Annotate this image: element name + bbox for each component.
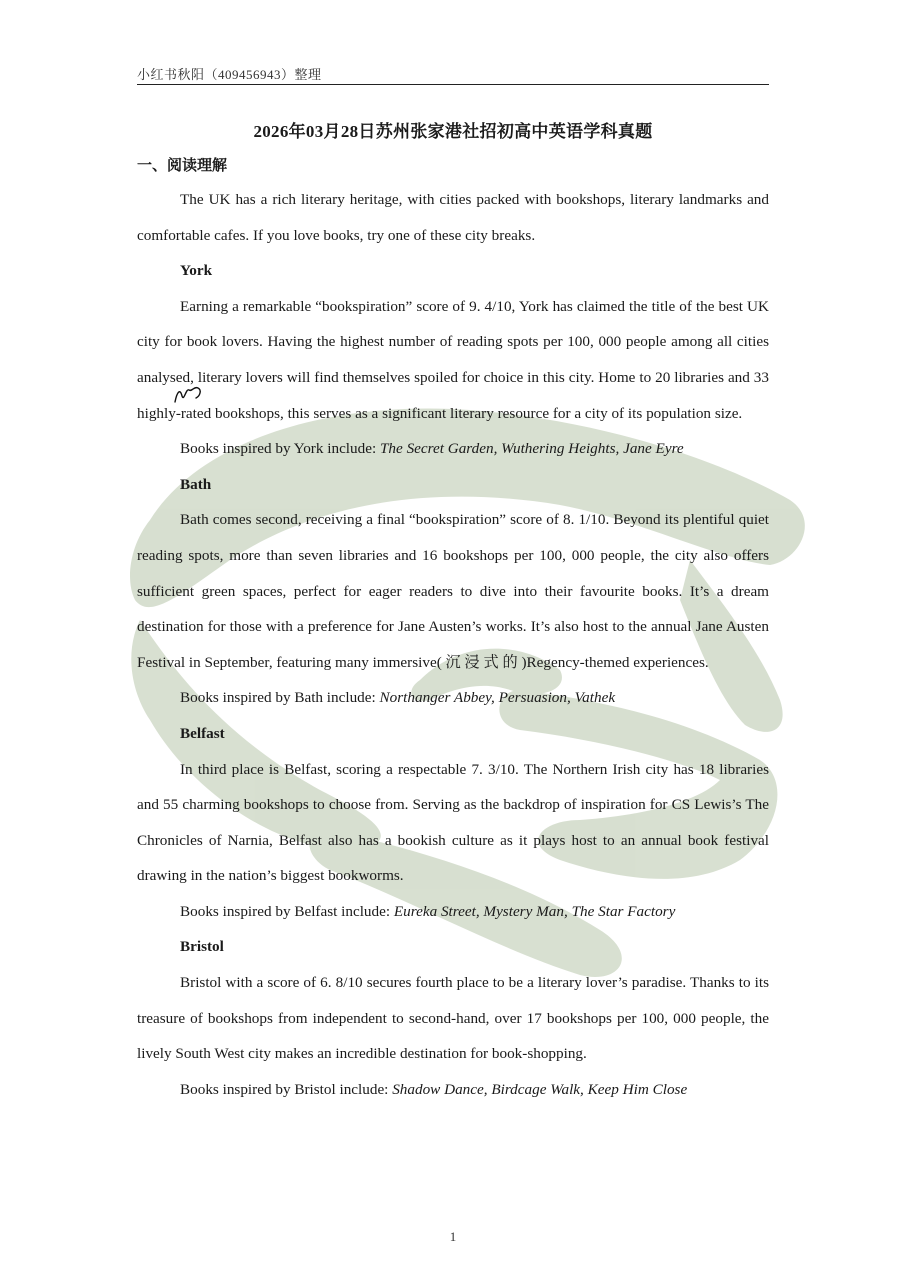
- bath-books-titles: Northanger Abbey, Persuasion, Vathek: [379, 689, 616, 707]
- york-books-line: [137, 431, 769, 467]
- belfast-books-titles: Eureka Street, Mystery Man, The Star Factory: [393, 902, 676, 920]
- city-heading-belfast: Belfast: [180, 724, 225, 742]
- pen-scribble-icon: [172, 382, 206, 408]
- header-note: 小红书秋阳（409456943）整理: [137, 67, 322, 82]
- bath-books-prefix: Books inspired by Bath include:: [180, 689, 380, 707]
- belfast-books-prefix: Books inspired by Belfast include:: [180, 902, 394, 920]
- intro-paragraph: The UK has a rich literary heritage, with cities packed with bookshops, literary landmarks and comfortable cafes. If you love books, try one of these city breaks.: [137, 191, 769, 244]
- bristol-books-line: [137, 1072, 769, 1108]
- bath-books-line: [137, 680, 769, 716]
- york-books-prefix: Books inspired by York include:: [180, 440, 380, 458]
- section-heading: 一、阅读理解: [137, 158, 228, 174]
- belfast-paragraph: In third place is Belfast, scoring a respectable 7. 3/10. The Northern Irish city has 18 libraries and 55 charming bookshops to choose from. Serving as the backdrop of inspiration for CS Lewis’s The Chronicles of Narnia, Belfast also has a bookish culture as it plays host to an annual book festival drawing in the nation’s biggest bookworms.: [137, 760, 769, 885]
- belfast-books-line: [137, 894, 769, 930]
- city-heading-bath: Bath: [180, 475, 212, 493]
- york-books-titles: The Secret Garden, Wuthering Heights, Jane Eyre: [379, 440, 684, 458]
- bristol-paragraph: Bristol with a score of 6. 8/10 secures fourth place to be a literary lover’s paradise. Thanks to its treasure of bookshops from independent to second-hand, over 17 bookshops per 100, 000 people, the lively South West city makes an incredible destination for book-shopping.: [137, 974, 769, 1063]
- header-divider: [137, 84, 769, 85]
- bristol-books-prefix: Books inspired by Bristol include:: [180, 1080, 393, 1098]
- passage-body: [137, 182, 769, 1107]
- document-title: 2026年03月28日苏州张家港社招初高中英语学科真题: [253, 122, 653, 141]
- city-heading-bristol: Bristol: [180, 938, 224, 956]
- bath-paragraph: Bath comes second, receiving a final “bookspiration” score of 8. 1/10. Beyond its plentiful quiet reading spots, more than seven libraries and 16 bookshops per 100, 000 people, the city also offers sufficient green spaces, perfect for eager readers to dive into their favourite books. It’s a dream destination for those with a preference for Jane Austen’s works. It’s also host to the annual Jane Austen Festival in September, featuring many immersive( 沉 浸 式 的 )Regency-themed experiences.: [137, 511, 769, 671]
- bristol-books-titles: Shadow Dance, Birdcage Walk, Keep Him Close: [392, 1080, 688, 1098]
- city-heading-york: York: [180, 262, 213, 280]
- page-number: 1: [449, 1229, 457, 1244]
- york-paragraph: Earning a remarkable “bookspiration” score of 9. 4/10, York has claimed the title of the best UK city for book lovers. Having the highest number of reading spots per 100, 000 people among all cities analysed, literary lovers will find themselves spoiled for choice in this city. Home to 20 libraries and 33 highly-rated bookshops, this serves as a significant literary resource for a city of its population size.: [137, 297, 769, 422]
